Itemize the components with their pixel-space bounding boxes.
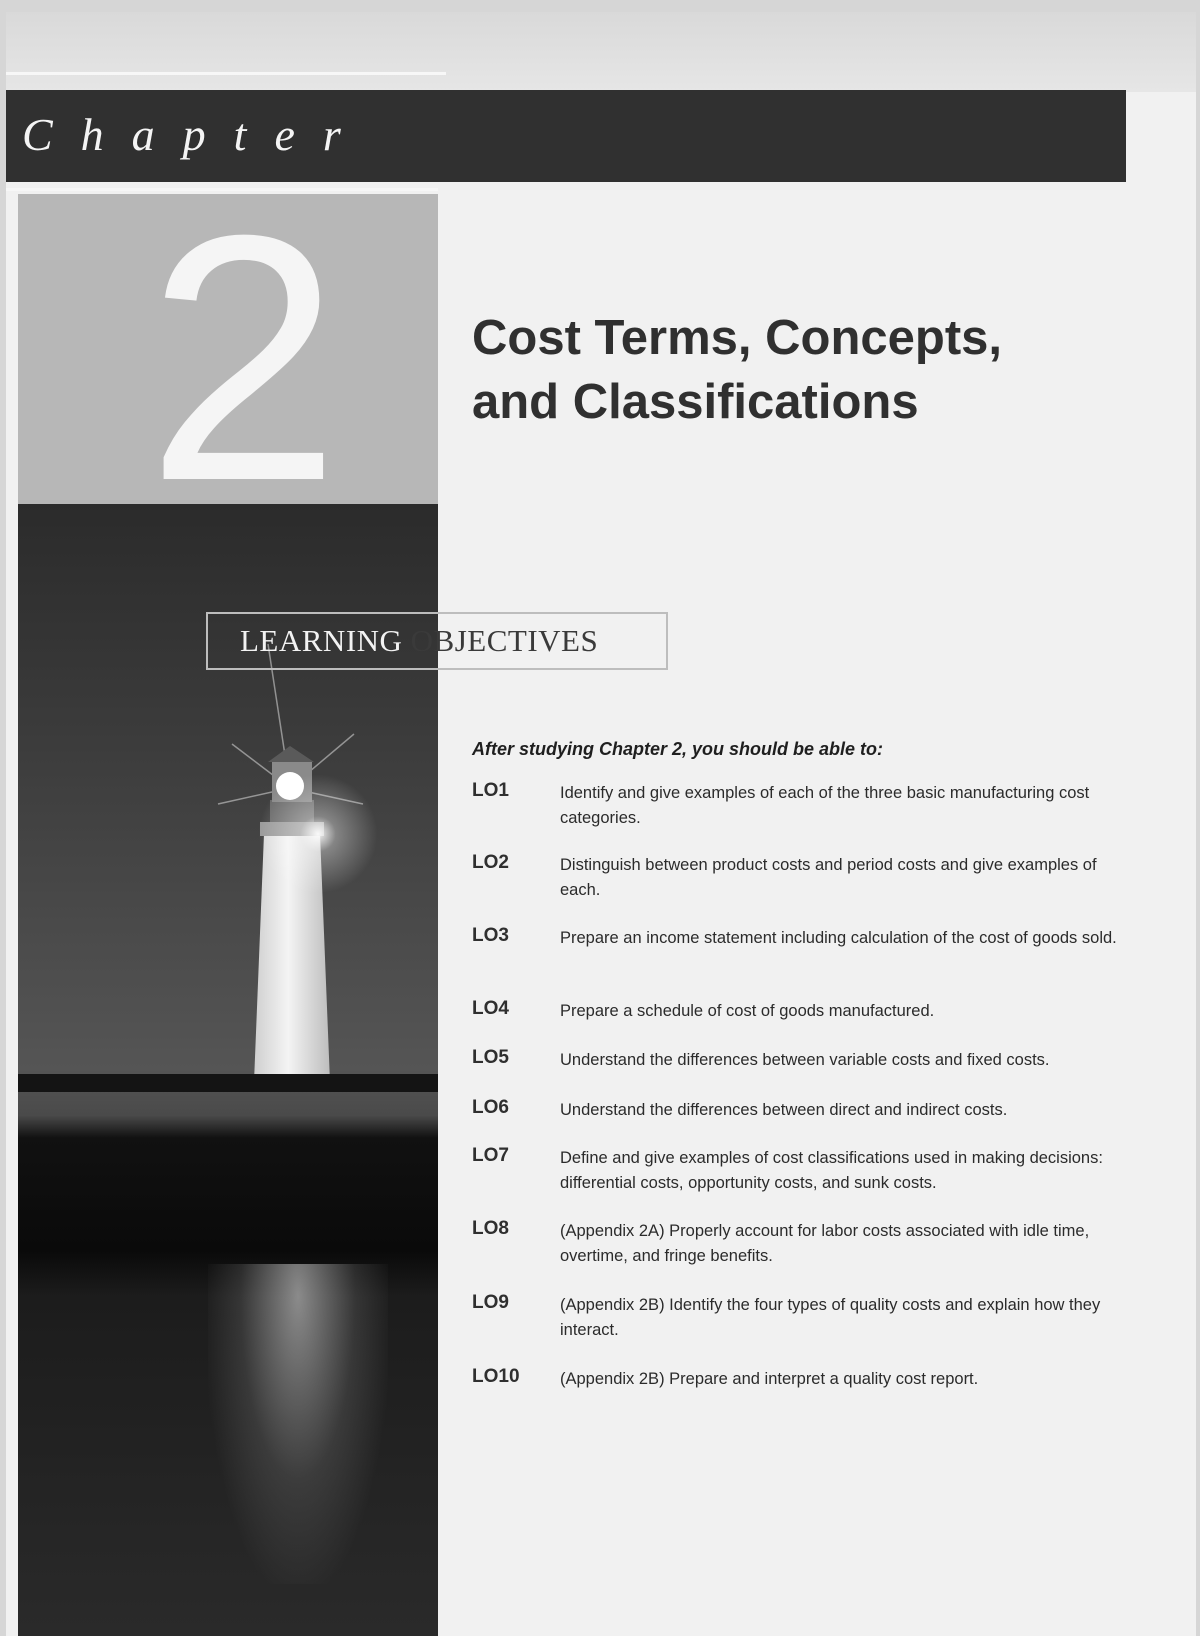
objective-code: LO3 xyxy=(472,925,509,946)
chapter-opener-page xyxy=(6,12,1196,1636)
heading-word-objectives: OBJECTIVES xyxy=(410,623,599,658)
lighthouse-photo xyxy=(18,504,438,1636)
objective-code: LO10 xyxy=(472,1366,520,1387)
objective-code: LO7 xyxy=(472,1145,509,1166)
objective-text: Understand the differences between direct and indirect costs. xyxy=(560,1101,1008,1119)
objective-text: Distinguish between product costs and period costs and give examples of each. xyxy=(560,856,1097,899)
objective-code: LO8 xyxy=(472,1218,509,1239)
objective-code: LO6 xyxy=(472,1097,509,1118)
lamp-glare xyxy=(248,764,388,904)
objective-text: Identify and give examples of each of the three basic manufacturing cost categories. xyxy=(560,784,1090,827)
top-rule xyxy=(6,72,446,75)
chapter-label: Chapter xyxy=(22,109,369,160)
heading-word-learning: LEARNING xyxy=(240,623,403,658)
chapter-number: 2 xyxy=(146,194,341,504)
chapter-number-panel xyxy=(18,194,438,504)
chapter-title-line2: and Classifications xyxy=(472,375,919,429)
objective-code: LO4 xyxy=(472,998,509,1019)
water-reflection xyxy=(208,1264,388,1584)
objective-text: Prepare a schedule of cost of goods manufactured. xyxy=(560,1002,935,1020)
objective-text: Prepare an income statement including calculation of the cost of goods sold. xyxy=(560,929,1117,947)
objective-code: LO2 xyxy=(472,852,509,873)
objectives-intro: After studying Chapter 2, you should be able to: xyxy=(472,739,884,759)
objective-code: LO1 xyxy=(472,780,509,801)
objectives-list xyxy=(472,12,1132,1636)
bar-rule xyxy=(6,188,438,191)
objective-code: LO5 xyxy=(472,1047,509,1068)
objective-text: Define and give examples of cost classifications used in making decisions: differential costs, opportunity costs, and sunk costs. xyxy=(560,1149,1103,1192)
objective-text: Understand the differences between variable costs and fixed costs. xyxy=(560,1051,1050,1069)
objective-text: (Appendix 2B) Identify the four types of quality costs and explain how they interact. xyxy=(560,1296,1101,1339)
objective-text: (Appendix 2B) Prepare and interpret a quality cost report. xyxy=(560,1370,979,1388)
objective-text: (Appendix 2A) Properly account for labor costs associated with idle time, overtime, and fringe benefits. xyxy=(560,1222,1090,1265)
objective-code: LO9 xyxy=(472,1292,509,1313)
chapter-title-line1: Cost Terms, Concepts, xyxy=(472,311,1003,365)
